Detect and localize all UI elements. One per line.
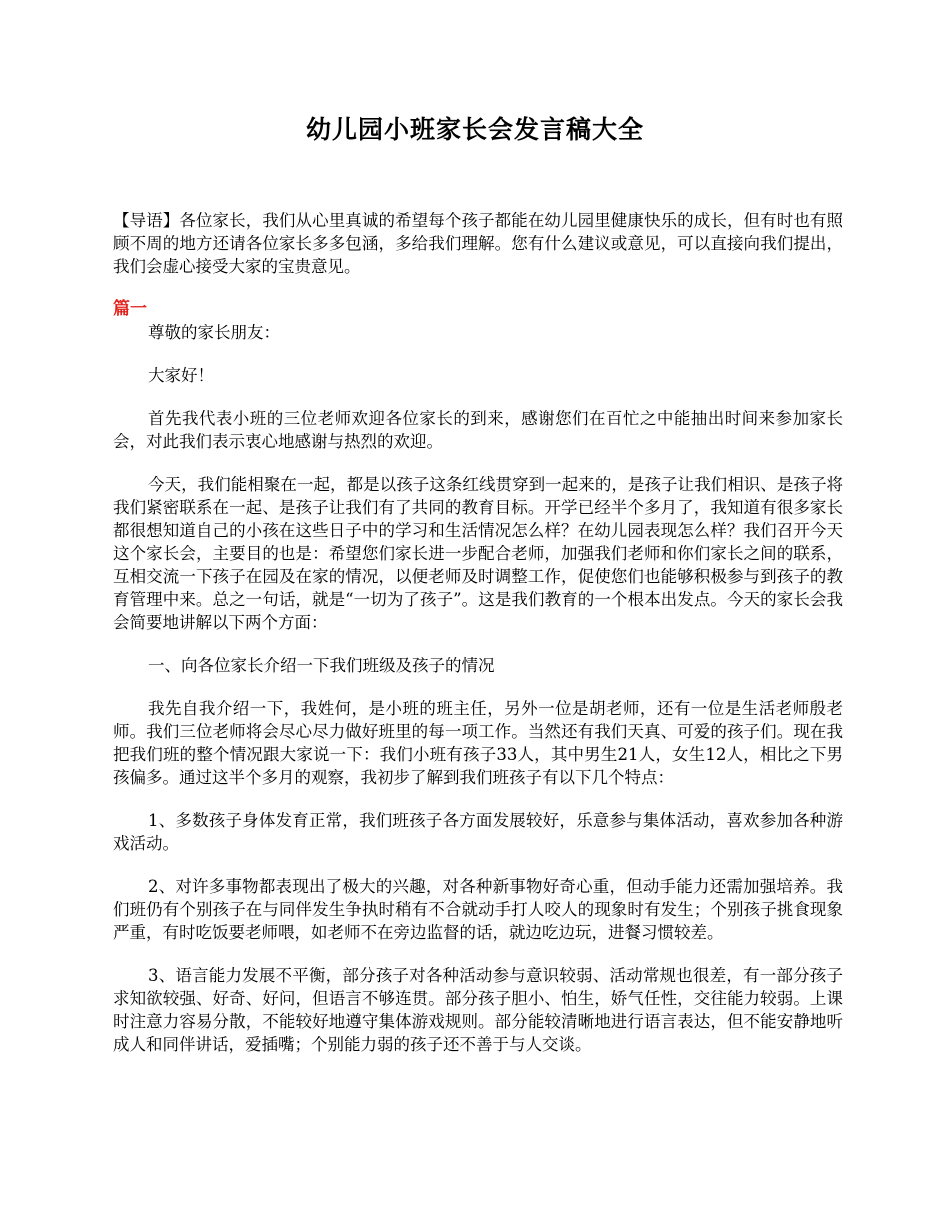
greeting: 大家好！ xyxy=(148,366,214,385)
list-item-paragraph: 1、多数孩子身体发育正常，我们班孩子各方面发展较好，乐意参与集体活动，喜欢参加各种游戏活动。 xyxy=(113,811,843,853)
list-item-paragraph: 3、语言能力发展不平衡，部分孩子对各种活动参与意识较弱、活动常规也很差，有一部分孩子求知欲较强、好奇、好问，但语言不够连贯。部分孩子胆小、怕生，娇气任性，交往能力较弱。上课时注意力容易分散，不能较好地遵守集体游戏规则。部分能较清晰地进行语言表达，但不能安静地听成人和同伴讲话，爱插嘴；个别能力弱的孩子还不善于与人交谈。 xyxy=(113,966,843,1054)
body-paragraph: 首先我代表小班的三位老师欢迎各位家长的到来，感谢您们在百忙之中能抽出时间来参加家长会，对此我们表示衷心地感谢与热烈的欢迎。 xyxy=(113,409,843,451)
subheading-paragraph: 一、向各位家长介绍一下我们班级及孩子的情况 xyxy=(148,656,495,675)
list-item-paragraph: 2、对许多事物都表现出了极大的兴趣，对各种新事物好奇心重，但动手能力还需加强培养。我们班仍有个别孩子在与同伴发生争执时稍有不合就动手打人咬人的现象时有发生；个别孩子挑食现象严重，有时吃饭要老师喂，如老师不在旁边监督的话，就边吃边玩，进餐习惯较差。 xyxy=(113,877,843,942)
salutation: 尊敬的家长朋友： xyxy=(148,323,280,342)
body-paragraph: 我先自我介绍一下，我姓何，是小班的班主任，另外一位是胡老师，还有一位是生活老师殷老师。我们三位老师将会尽心尽力做好班里的每一项工作。当然还有我们天真、可爱的孩子们。现在我把我们班的整个情况跟大家说一下：我们小班有孩子33人，其中男生21人，女生12人，相比之下男孩偏多。通过这半个多月的观察，我初步了解到我们班孩子有以下几个特点： xyxy=(113,699,843,787)
section-heading: 篇一 xyxy=(113,299,147,319)
document-body xyxy=(113,209,843,1076)
body-paragraph: 今天，我们能相聚在一起，都是以孩子这条红线贯穿到一起来的，是孩子让我们相识、是孩子将我们紧密联系在一起、是孩子让我们有了共同的教育目标。开学已经半个多月了，我知道有很多家长都很想知道自己的小孩在这些日子中的学习和生活情况怎么样？在幼儿园表现怎么样？我们召开今天这个家长会，主要目的也是：希望您们家长进一步配合老师，加强我们老师和你们家长之间的联系，互相交流一下孩子在园及在家的情况，以便老师及时调整工作，促使您们也能够积极参与到孩子的教育管理中来。总之一句话，就是“一切为了孩子”。这是我们教育的一个根本出发点。今天的家长会我会简要地讲解以下两个方面： xyxy=(113,475,843,632)
document-title: 幼儿园小班家长会发言稿大全 xyxy=(305,115,644,144)
intro-paragraph: 【导语】各位家长，我们从心里真诚的希望每个孩子都能在幼儿园里健康快乐的成长，但有时也有照顾不周的地方还请各位家长多多包涵，多给我们理解。您有什么建议或意见，可以直接向我们提出，我们会虚心接受大家的宝贵意见。 xyxy=(113,211,843,276)
